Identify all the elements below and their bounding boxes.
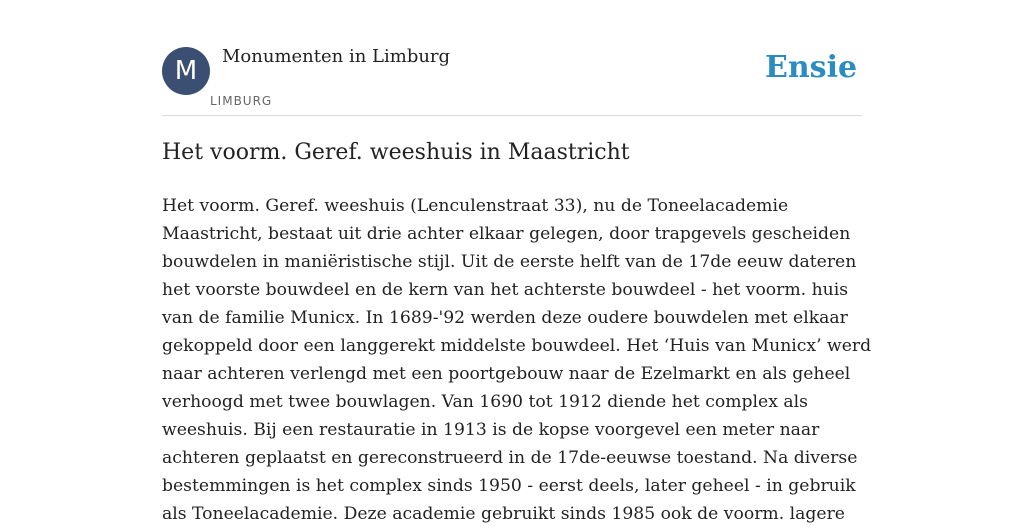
header-divider [162,115,862,116]
body-line: bestemmingen is het complex sinds 1950 - eerst deels, later geheel - in gebruik [162,476,856,496]
body-line: gekoppeld door een langgerekt middelste bouwdeel. Het ‘Huis van Municx’ werd [162,336,872,356]
body-line: van de familie Municx. In 1689-'92 werden deze oudere bouwdelen met elkaar [162,308,848,328]
body-line: als Toneelacademie. Deze academie gebruikt sinds 1985 ook de voorm. lagere [162,504,845,524]
article-body [162,192,872,528]
body-line: bouwdelen in maniëristische stijl. Uit de eerste helft van de 17de eeuw dateren [162,252,857,272]
avatar[interactable] [162,47,210,95]
source-name-link[interactable]: Monumenten in Limburg [222,46,451,67]
body-line: het voorste bouwdeel en de kern van het achterste bouwdeel - het voorm. huis [162,280,849,300]
article-title: Het voorm. Geref. weeshuis in Maastricht [162,140,630,165]
source-category-tag[interactable]: LIMBURG [210,94,273,108]
body-line: Maastricht, bestaat uit drie achter elkaar gelegen, door trapgevels gescheiden [162,224,851,244]
avatar-letter: M [174,56,198,86]
body-line: Het voorm. Geref. weeshuis (Lenculenstraat 33), nu de Toneelacademie [162,196,789,216]
body-line: naar achteren verlengd met een poortgebouw naar de Ezelmarkt en als geheel [162,364,851,384]
brand-logo[interactable]: Ensie [765,50,858,85]
body-line: achteren geplaatst en gereconstrueerd in de 17de-eeuwse toestand. Na diverse [162,448,858,468]
body-line: verhoogd met twee bouwlagen. Van 1690 tot 1912 diende het complex als [162,392,808,412]
body-line: weeshuis. Bij een restauratie in 1913 is de kopse voorgevel een meter naar [162,420,820,440]
